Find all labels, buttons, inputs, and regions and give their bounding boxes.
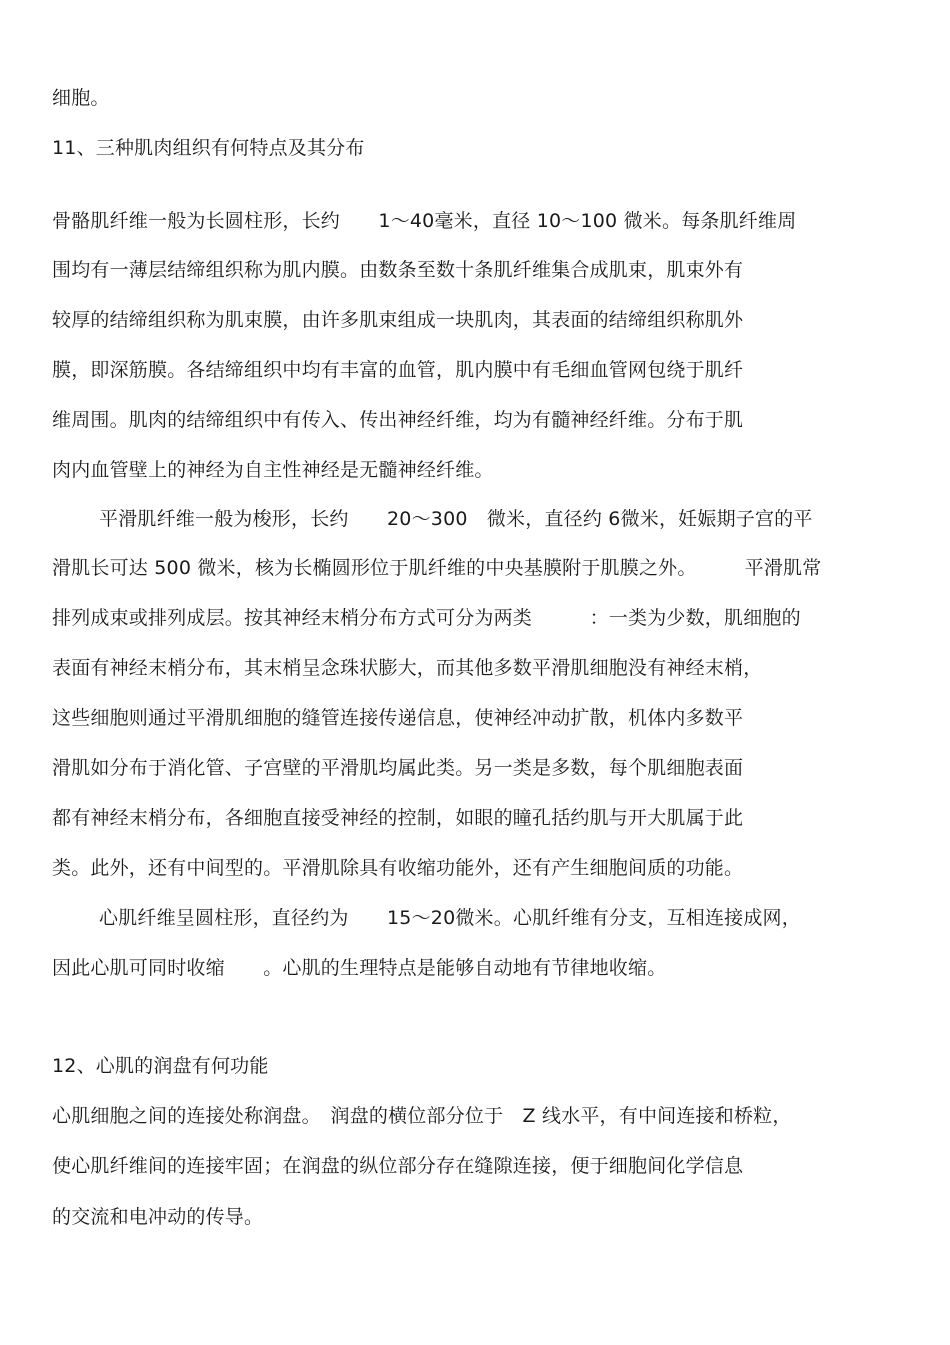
text-line: 的交流和电冲动的传导。 xyxy=(52,1206,264,1228)
text-line: 骨骼肌纤维一般为长圆柱形，长约 1～40毫米，直径 10～100 微米。每条肌纤维周 xyxy=(52,210,797,232)
text-line: 心肌细胞之间的连接处称润盘。 润盘的横位部分位于 Z 线水平，有中间连接和桥粒， xyxy=(52,1105,792,1127)
text-line: 滑肌长可达 500 微米，核为长椭圆形位于肌纤维的中央基膜附于肌膜之外。 平滑肌常 xyxy=(52,557,822,579)
text-line: 都有神经末梢分布，各细胞直接受神经的控制，如眼的瞳孔括约肌与开大肌属于此 xyxy=(52,807,744,829)
text-line: 排列成束或排列成层。按其神经末梢分布方式可分为两类 ：一类为少数，肌细胞的 xyxy=(52,607,801,629)
text-line: 维周围。肌肉的结缔组织中有传入、传出神经纤维，均为有髓神经纤维。分布于肌 xyxy=(52,409,744,431)
text-line: 类。此外，还有中间型的。平滑肌除具有收缩功能外，还有产生细胞间质的功能。 xyxy=(52,857,744,879)
section-heading-12: 12、心肌的润盘有何功能 xyxy=(52,1055,269,1077)
text-line: 因此心肌可同时收缩 。心肌的生理特点是能够自动地有节律地收缩。 xyxy=(52,957,667,979)
text-line: 表面有神经末梢分布，其末梢呈念珠状膨大，而其他多数平滑肌细胞没有神经末梢， xyxy=(52,657,763,679)
text-line: 心肌纤维呈圆柱形，直径约为 15～20微米。心肌纤维有分支，互相连接成网， xyxy=(99,907,801,929)
text-line: 使心肌纤维间的连接牢固；在润盘的纵位部分存在缝隙连接，便于细胞间化学信息 xyxy=(52,1155,744,1177)
text-line: 这些细胞则通过平滑肌细胞的缝管连接传递信息，使神经冲动扩散，机体内多数平 xyxy=(52,707,744,729)
section-heading-11: 11、三种肌肉组织有何特点及其分布 xyxy=(52,137,365,159)
text-line: 平滑肌纤维一般为梭形，长约 20～300 微米，直径约 6微米，妊娠期子宫的平 xyxy=(99,508,813,530)
text-line: 膜，即深筋膜。各结缔组织中均有丰富的血管，肌内膜中有毛细血管网包绕于肌纤 xyxy=(52,359,744,381)
text-line: 滑肌如分布于消化管、子宫壁的平滑肌均属此类。另一类是多数，每个肌细胞表面 xyxy=(52,757,744,779)
text-line: 围均有一薄层结缔组织称为肌内膜。由数条至数十条肌纤维集合成肌束，肌束外有 xyxy=(52,259,744,281)
text-line: 较厚的结缔组织称为肌束膜，由许多肌束组成一块肌肉，其表面的结缔组织称肌外 xyxy=(52,309,744,331)
text-line: 肉内血管壁上的神经为自主性神经是无髓神经纤维。 xyxy=(52,459,494,481)
text-line: 细胞。 xyxy=(52,87,110,109)
